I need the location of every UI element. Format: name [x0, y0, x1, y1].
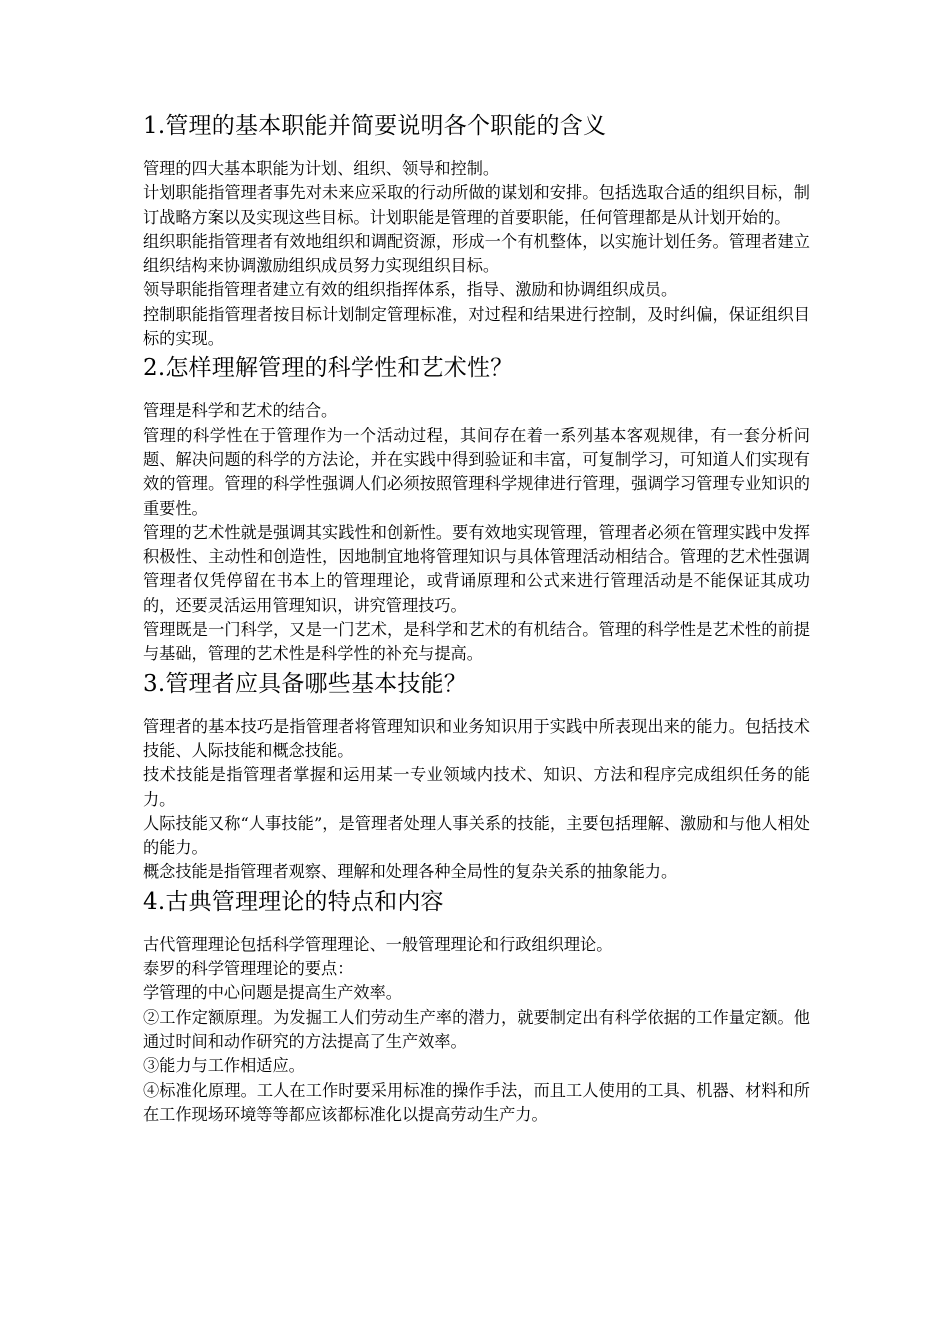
paragraph: 管理的科学性在于管理作为一个活动过程，其间存在着一系列基本客观规律，有一套分析问题、解决问题的科学的方法论，并在实践中得到验证和丰富，可复制学习，可知道人们实现有效的管理。管理的科学性强调人们必须按照管理科学规律进行管理，强调学习管理专业知识的重要性。: [143, 425, 810, 518]
paragraph: 组织职能指管理者有效地组织和调配资源，形成一个有机整体，以实施计划任务。管理者建立组织结构来协调激励组织成员努力实现组织目标。: [143, 231, 810, 276]
section-1: [143, 111, 810, 351]
section-3: [143, 669, 810, 885]
paragraph: 管理是科学和艺术的结合。: [143, 401, 338, 421]
paragraph: 计划职能指管理者事先对未来应采取的行动所做的谋划和安排。包括选取合适的组织目标，制订战略方案以及实现这些目标。计划职能是管理的首要职能，任何管理都是从计划开始的。: [143, 183, 810, 227]
paragraph: 概念技能是指管理者观察、理解和处理各种全局性的复杂关系的抽象能力。: [143, 862, 678, 882]
paragraph: 技术技能是指管理者掌握和运用某一专业领域内技术、知识、方法和程序完成组织任务的能力。: [143, 765, 810, 809]
section-heading: 2.怎样理解管理的科学性和艺术性？: [143, 355, 514, 382]
section-heading: 4.古典管理理论的特点和内容: [143, 888, 444, 915]
section-4: [143, 887, 810, 1127]
section-2: [143, 353, 810, 666]
paragraph: 学管理的中心问题是提高生产效率。: [143, 983, 402, 1003]
paragraph: 管理的四大基本职能为计划、组织、领导和控制。: [143, 159, 500, 178]
paragraph: 古代管理理论包括科学管理理论、一般管理理论和行政组织理论。: [143, 934, 613, 954]
paragraph: 泰罗的科学管理理论的要点：: [143, 959, 354, 979]
paragraph: 领导职能指管理者建立有效的组织指挥体系，指导、激励和协调组织成员。: [143, 280, 678, 300]
paragraph: 管理既是一门科学，又是一门艺术，是科学和艺术的有机结合。管理的科学性是艺术性的前提与基础，管理的艺术性是科学性的补充与提高。: [143, 620, 810, 664]
paragraph: ③能力与工作相适应。: [143, 1056, 305, 1076]
paragraph: 管理的艺术性就是强调其实践性和创新性。要有效地实现管理，管理者必须在管理实践中发挥积极性、主动性和创造性，因地制宜地将管理知识与具体管理活动相结合。管理的艺术性强调管理者仅凭停留在书本上的管理理论，或背诵原理和公式来进行管理活动是不能保证其成功的，还要灵活运用管理知识，讲究管理技巧。: [143, 522, 810, 615]
paragraph: ④标准化原理。工人在工作时要采用标准的操作手法，而且工人使用的工具、机器、材料和所在工作现场环境等等都应该都标准化以提高劳动生产力。: [143, 1080, 810, 1124]
section-heading: 1.管理的基本职能并简要说明各个职能的含义: [143, 113, 607, 139]
paragraph: 人际技能又称“人事技能”，是管理者处理人事关系的技能，主要包括理解、激励和与他人相处的能力。: [143, 813, 810, 858]
section-heading: 3.管理者应具备哪些基本技能？: [143, 670, 467, 697]
paragraph: 管理者的基本技巧是指管理者将管理知识和业务知识用于实践中所表现出来的能力。包括技术技能、人际技能和概念技能。: [143, 716, 810, 760]
paragraph: ②工作定额原理。为发掘工人们劳动生产率的潜力，就要制定出有科学依据的工作量定额。他通过时间和动作研究的方法提高了生产效率。: [143, 1007, 810, 1051]
paragraph: 控制职能指管理者按目标计划制定管理标准，对过程和结果进行控制，及时纠偏，保证组织目标的实现。: [143, 304, 810, 349]
